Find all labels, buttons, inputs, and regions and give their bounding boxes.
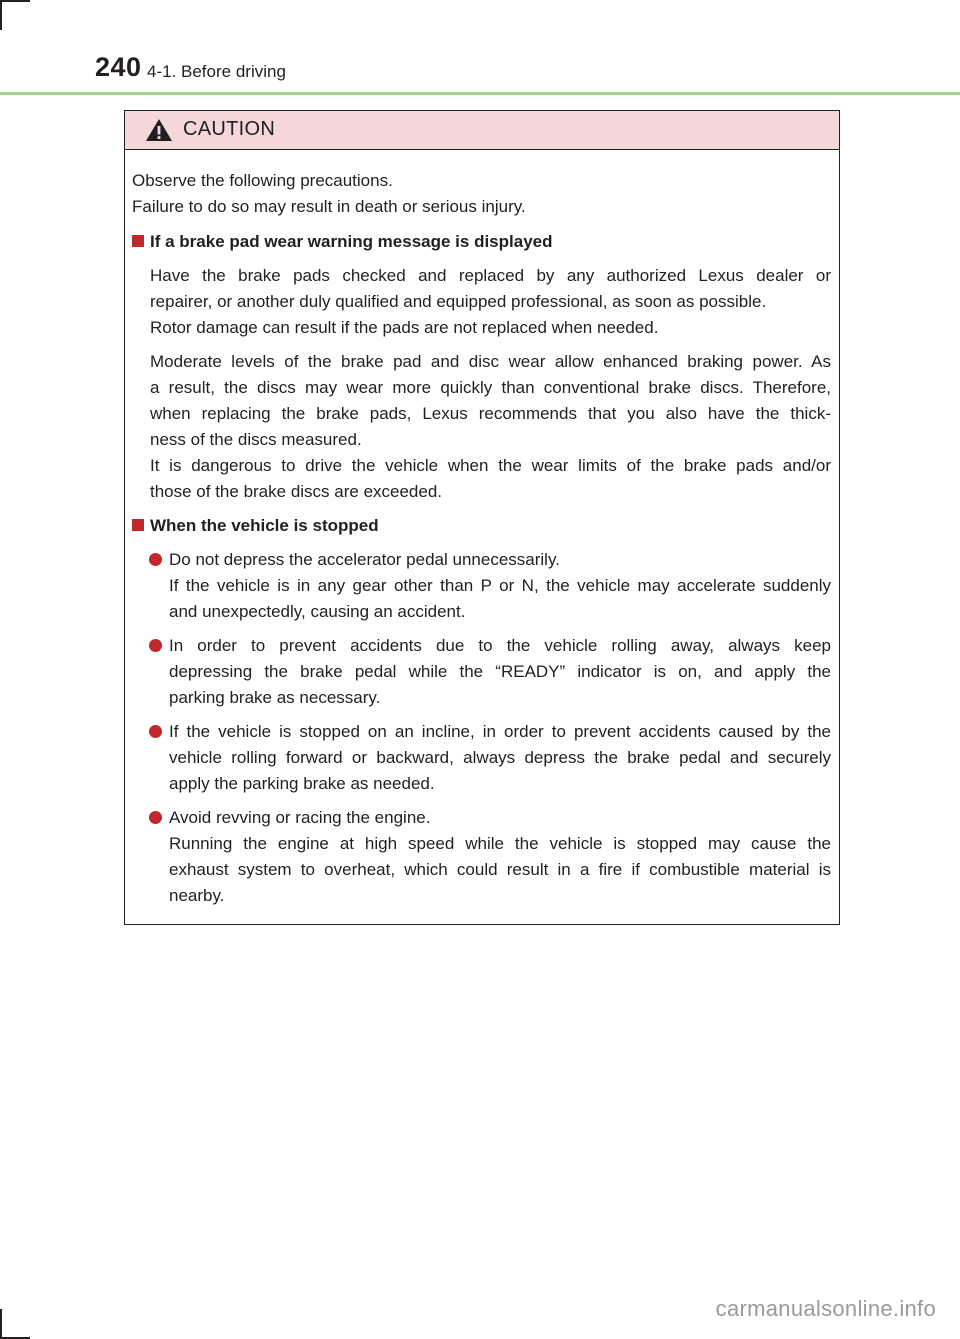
round-bullet-icon [149,725,162,738]
list-item: If the vehicle is stopped on an incline, in order to prevent accidents caused by the vehicle rolling forward or backward, always depress the brake pedal and securely apply the parking brake as needed. [132,719,831,797]
intro-text: Observe the following precautions. Failure to do so may result in death or serious injury. [132,171,526,216]
crop-mark [0,0,2,30]
square-bullet-icon [132,519,144,531]
caution-box [124,110,840,925]
sub-heading-vehicle-stopped: When the vehicle is stopped [132,513,831,539]
caution-header [125,111,839,150]
page-header [95,52,960,92]
crop-mark [0,1309,2,1339]
list-item: Avoid revving or racing the engine. Running the engine at high speed while the vehicle is stopped may cause the exhaust system to overheat, which could result in a fire if combustible material is nearby. [132,805,831,909]
paragraph: Have the brake pads checked and replaced by any authorized Lexus dealer or repairer, or another duly qualified and equipped professional, as soon as possible. Rotor damage can result if the pads are not replaced when needed. [150,266,831,337]
warning-icon [145,118,173,142]
round-bullet-icon [149,639,162,652]
section-title: 4-1. Before driving [147,62,286,81]
page-number: 240 [95,52,142,82]
caution-body [125,150,839,909]
list-item: Do not depress the accelerator pedal unnecessarily. If the vehicle is in any gear other than P or N, the vehicle may accelerate suddenly and unexpectedly, causing an accident. [132,547,831,625]
watermark: carmanualsonline.info [715,1296,936,1321]
caution-title: CAUTION [183,118,276,140]
square-bullet-icon [132,235,144,247]
round-bullet-icon [149,553,162,566]
list-item: In order to prevent accidents due to the vehicle rolling away, always keep depressing the brake pedal while the “READY” indicator is on, and apply the parking brake as necessary. [132,633,831,711]
sub-heading-brake-pad-wear: If a brake pad wear warning message is displayed [132,229,831,255]
crop-mark [0,0,30,2]
header-rule [0,92,960,95]
round-bullet-icon [149,811,162,824]
paragraph: Moderate levels of the brake pad and disc wear allow enhanced braking power. As a result, the discs may wear more quickly than conventional brake discs. Therefore, when replacing the brake pads, Lexus recommends that you also have the thick- ness of the discs measured. It is dangerous to drive the vehicle when the wear limits of the brake pads and/or those of the brake discs are exceeded. [150,352,831,501]
